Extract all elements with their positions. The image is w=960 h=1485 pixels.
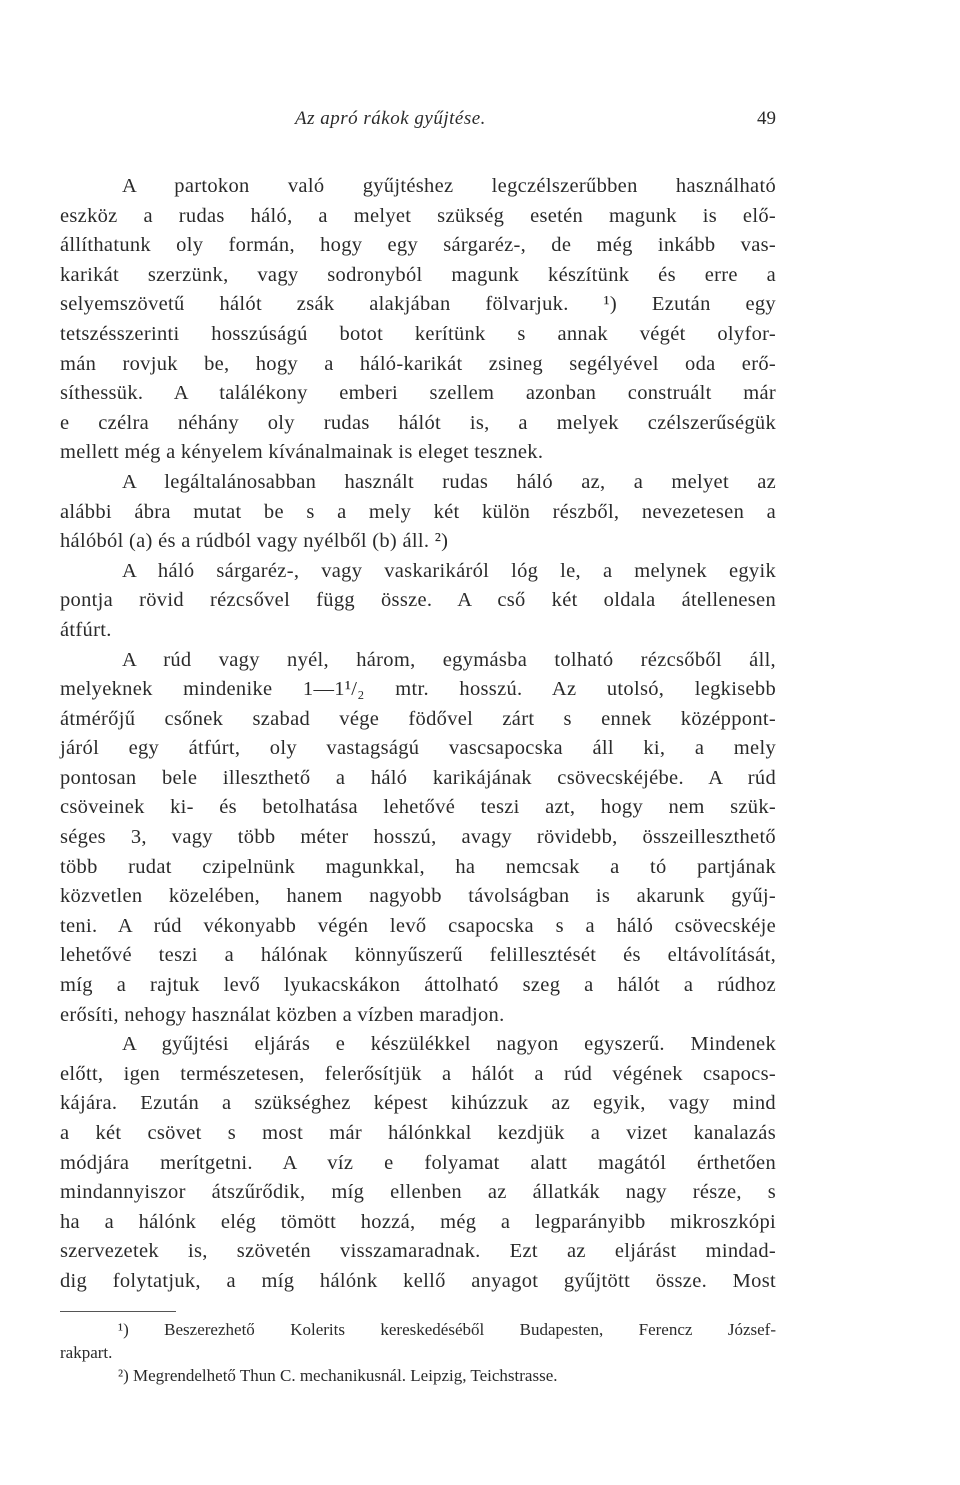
text-line: A partokon való gyűjtéshez legczélszerűbben használható (122, 175, 776, 197)
text-line: módjára merítgetni. A víz e folyamat alatt magától érthetően (60, 1151, 776, 1174)
text-line: átfúrt. (60, 618, 112, 641)
text-line: A gyűjtési eljárás e készülékkel nagyon egyszerű. Mindenek (122, 1033, 776, 1056)
text-line: állíthatunk oly formán, hogy egy sárgaréz-, de még inkább vas- (60, 234, 776, 257)
text-line: alábbi ábra mutat be s a mely két külön részből, nevezetesen a (60, 500, 776, 523)
text-line: selyemszövetű hálót zsák alakjában fölvarjuk. ¹) Ezután egy (60, 293, 776, 316)
text-line: míg a rajtuk levő lyukacskákon áttolható szeg a hálót a rúdhoz (60, 974, 776, 997)
text-line: erősíti, nehogy használat közben a vízben maradjon. (60, 1003, 505, 1026)
text-line: mellett még a kényelem kívánalmainak is eleget tesznek. (60, 441, 544, 464)
running-title: Az apró rákok gyűjtése. (295, 108, 486, 129)
text-line: A legáltalánosabban használt rudas háló az, a melyet az (122, 470, 776, 493)
text-line: A háló sárgaréz-, vagy vaskarikáról lóg le, a melynek egyik (122, 559, 776, 582)
text-line: mindannyiszor átszűrődik, míg ellenben az állatkák nagy része, s (60, 1181, 776, 1204)
footnotes (60, 1318, 776, 1387)
text-line: járól egy átfúrt, oly vastagságú vascsapocska áll ki, a mely (60, 737, 776, 760)
footnote-line: rakpart. (60, 1343, 113, 1362)
text-line: pontosan bele illeszthető a háló karikájának csövecskéjébe. A rúd (60, 766, 776, 789)
footnote-divider (60, 1311, 176, 1312)
text-line: A rúd vagy nyél, három, egymásba tolható rézcsőből áll, (122, 648, 776, 671)
text-line: szervezetek is, szövetén visszamaradnak. Ezt az eljárást mindad- (60, 1240, 776, 1263)
text-line: tetszésszerinti hosszúságú botot kerítünk s annak végét olyfor- (60, 322, 776, 345)
text-line: e czélra néhány oly rudas hálót is, a melyek czélszerűségük (60, 411, 776, 434)
text-line: séges 3, vagy több méter hosszú, avagy rövidebb, összeilleszthető (60, 826, 776, 849)
text-line: több rudat czipelnünk magunkkal, ha nemcsak a tó partjának (60, 855, 776, 878)
text-line: lehetővé teszi a hálónak könnyűszerű felillesztését és eltávolítását, (60, 944, 776, 967)
text-line: ha a hálónk elég tömött hozzá, még a legparányibb mikroszkópi (60, 1210, 776, 1233)
text-line: melyeknek mindenike 1—1¹/₂ mtr. hosszú. Az utolsó, legkisebb (60, 678, 776, 701)
text-line: dig folytatjuk, a míg hálónk kellő anyagot gyűjtött össze. Most (60, 1269, 776, 1292)
text-line: csöveinek ki- és betolhatása lehetővé teszi azt, hogy nem szük- (60, 796, 776, 819)
footnote-line: ²) Megrendelhető Thun C. mechanikusnál. Leipzig, Teichstrasse. (118, 1366, 558, 1385)
text-line: karikát szerzünk, vagy sodronyból magunk készítünk és erre a (60, 263, 776, 286)
text-line: közvetlen közelében, hanem nagyobb távolságban is akarunk gyűj- (60, 885, 776, 908)
text-line: pontja rövid rézcsővel függ össze. A cső két oldala átellenesen (60, 589, 776, 612)
text-line: hálóból (a) és a rúdból vagy nyélből (b) áll. ²) (60, 530, 449, 553)
text-line: teni. A rúd vékonyabb végén levő csapocska s a háló csövecskéje (60, 914, 776, 937)
text-line: átmérőjű csőnek szabad vége födővel zárt s ennek középpont- (60, 707, 776, 730)
text-line: kájára. Ezután a szükséghez képest kihúzzuk az egyik, vagy mind (60, 1092, 776, 1115)
text-line: síthessük. A találékony emberi szellem azonban construált már (60, 382, 776, 405)
text-line: eszköz a rudas háló, a melyet szükség esetén magunk is elő- (60, 204, 776, 227)
body-text (60, 172, 776, 1297)
text-line: mán rovjuk be, hogy a háló-karikát zsineg segélyével oda erő- (60, 352, 776, 375)
text-line: előtt, igen természetesen, felerősítjük a hálót a rúd végének csapocs- (60, 1062, 776, 1085)
text-line: a két csövet s most már hálónkkal kezdjük a vizet kanalazás (60, 1122, 776, 1144)
page-header (60, 108, 776, 138)
page-number: 49 (757, 108, 776, 129)
footnote-line: ¹) Beszerezhető Kolerits kereskedéséből Budapesten, Ferencz József- (118, 1320, 776, 1339)
